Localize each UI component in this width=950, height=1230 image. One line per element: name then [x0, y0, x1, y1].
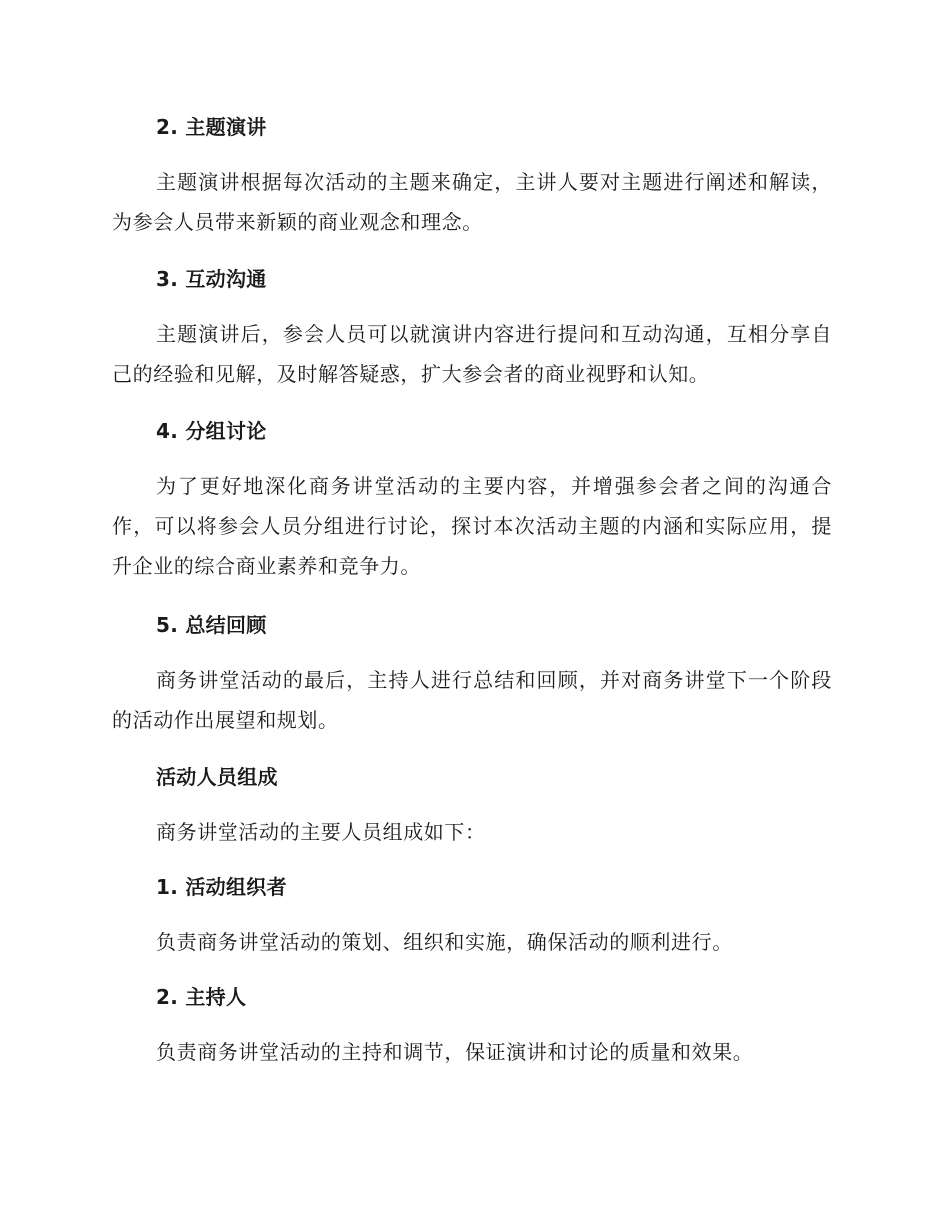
section-heading-organizer: 1. 活动组织者: [156, 875, 287, 899]
section-heading-keynote: 2. 主题演讲: [156, 115, 267, 139]
section-heading-summary: 5. 总结回顾: [156, 613, 267, 637]
paragraph-summary: 商务讲堂活动的最后，主持人进行总结和回顾，并对商务讲堂下一个阶段的活动作出展望和规划。: [112, 668, 832, 732]
paragraph-group-discussion: 为了更好地深化商务讲堂活动的主要内容，并增强参会者之间的沟通合作，可以将参会人员分组进行讨论，探讨本次活动主题的内涵和实际应用，提升企业的综合商业素养和竞争力。: [112, 474, 832, 578]
paragraph-organizer: 负责商务讲堂活动的策划、组织和实施，确保活动的顺利进行。: [156, 930, 733, 954]
section-heading-interaction: 3. 互动沟通: [156, 267, 267, 291]
section-heading-staff: 活动人员组成: [156, 765, 278, 789]
paragraph-keynote: 主题演讲根据每次活动的主题来确定，主讲人要对主题进行阐述和解读，为参会人员带来新颖的商业观念和理念。: [112, 170, 832, 234]
paragraph-host: 负责商务讲堂活动的主持和调节，保证演讲和讨论的质量和效果。: [156, 1040, 754, 1064]
section-heading-group-discussion: 4. 分组讨论: [156, 419, 267, 443]
paragraph-staff-intro: 商务讲堂活动的主要人员组成如下：: [156, 820, 486, 844]
paragraph-interaction: 主题演讲后，参会人员可以就演讲内容进行提问和互动沟通，互相分享自己的经验和见解，及时解答疑惑，扩大参会者的商业视野和认知。: [112, 322, 832, 386]
section-heading-host: 2. 主持人: [156, 985, 247, 1009]
